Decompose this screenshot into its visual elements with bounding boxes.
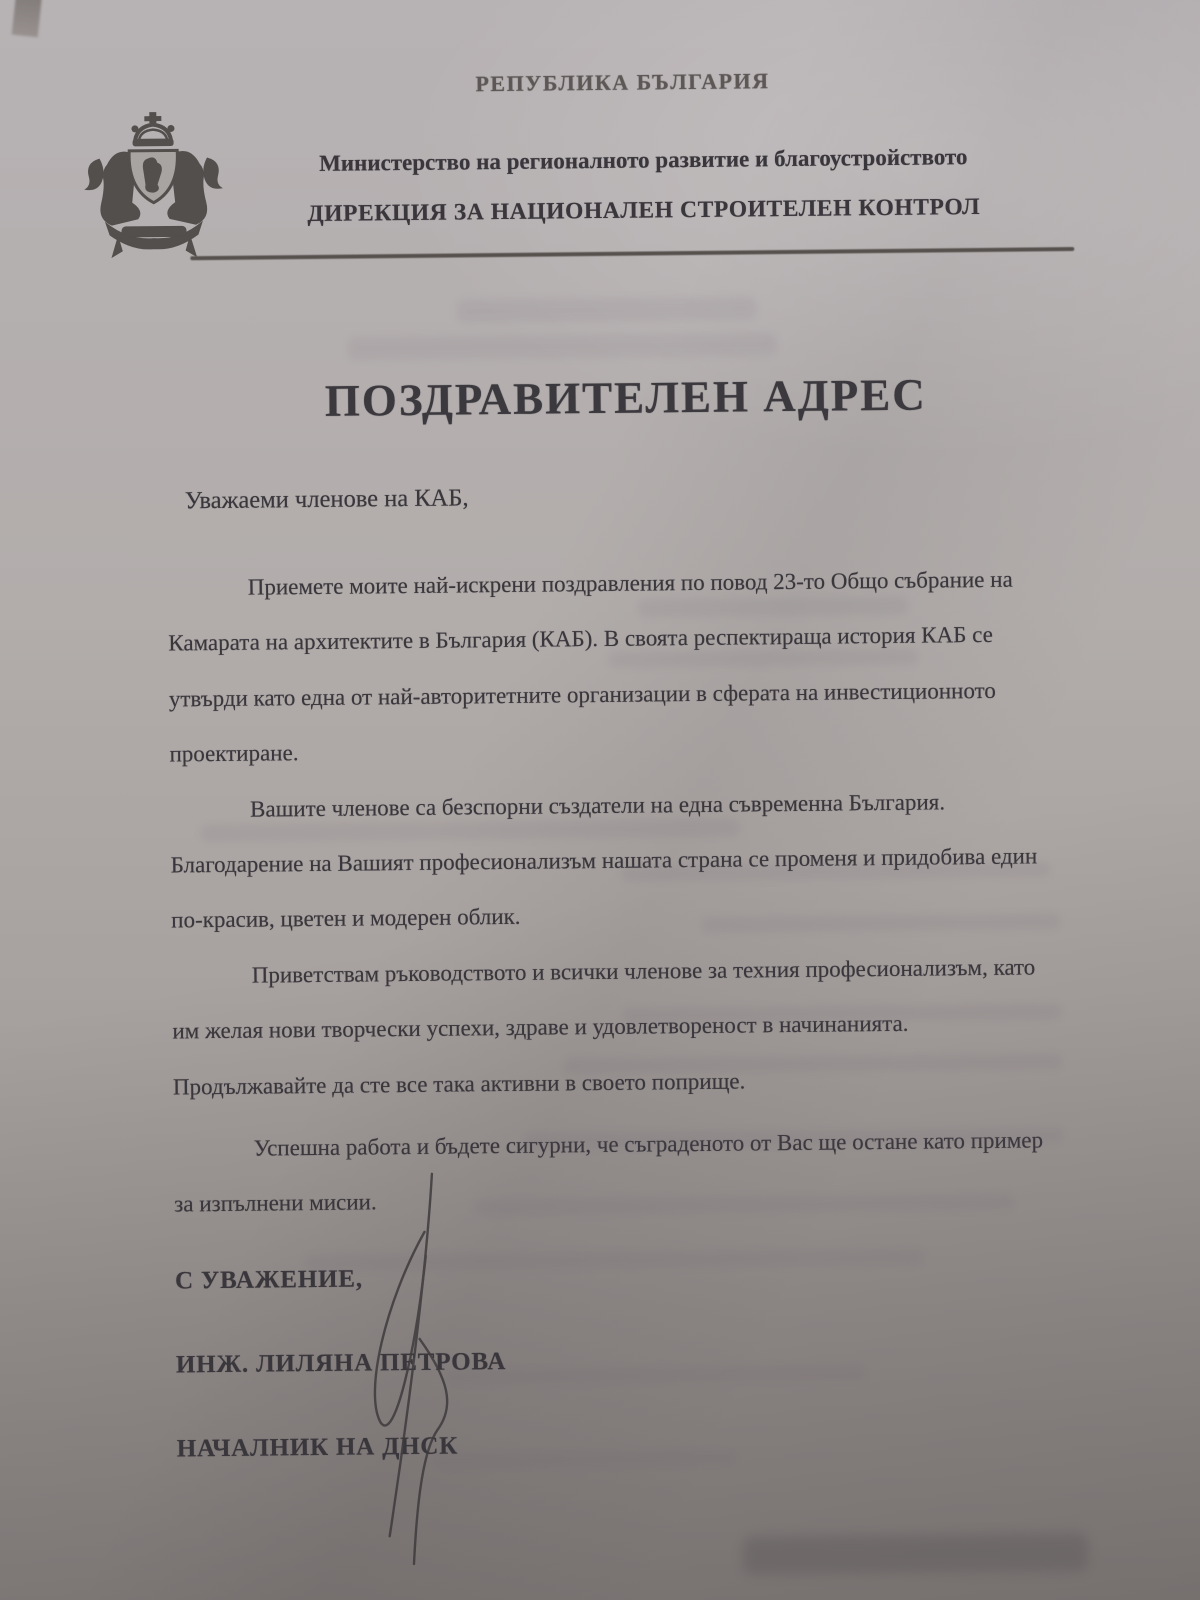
bleed-through-line xyxy=(608,649,918,668)
header-divider xyxy=(190,247,1074,260)
body-line: за изпълнени мисии. xyxy=(174,1189,377,1217)
bleed-through-text-bottom xyxy=(743,1533,1088,1575)
signer-position: НАЧАЛНИК НА ДНСК xyxy=(176,1432,459,1463)
body-line: Вашите членове са безспорни създатели на една съвременна България. xyxy=(249,788,946,822)
bleed-through-line xyxy=(446,1365,866,1384)
handwritten-signature xyxy=(334,1143,488,1575)
closing-regards: С УВАЖЕНИЕ, xyxy=(174,1265,363,1295)
body-line: утвърди като една от най-авторитетните организации в сферата на инвестиционното xyxy=(168,677,996,712)
salutation: Уважаеми членове на КАБ, xyxy=(184,484,469,515)
bleed-through-handwriting xyxy=(347,332,777,361)
header-directorate: ДИРЕКЦИЯ ЗА НАЦИОНАЛЕН СТРОИТЕЛЕН КОНТРОЛ xyxy=(307,193,981,228)
bleed-through-line xyxy=(638,597,908,618)
bulgarian-coat-of-arms-icon xyxy=(77,106,231,270)
bleed-through-handwriting xyxy=(457,296,757,323)
body-line: им желая нови творчески успехи, здраве и удовлетвореност в начинанията. xyxy=(172,1010,909,1044)
body-line: Успешна работа и бъдете сигурни, че съграденото от Вас ще остане като пример xyxy=(253,1127,1044,1161)
body-line: Продължавайте да сте все така активни в своето поприще. xyxy=(172,1068,746,1100)
body-line: Благодарение на Вашият професионализъм нашата страна се променя и придобива един xyxy=(170,843,1038,878)
signer-name: ИНЖ. ЛИЛЯНА ПЕТРОВА xyxy=(175,1348,507,1379)
document-title: ПОЗДРАВИТЕЛЕН АДРЕС xyxy=(324,369,927,426)
body-line: Приемете моите най-искрени поздравления по повод 23-то Общо събрание на xyxy=(247,566,1013,600)
body-line: Камарата на архитектите в България (КАБ). В своята респектираща история КАБ се xyxy=(168,622,993,656)
header-ministry: Министерство на регионалното развитие и благоустройството xyxy=(318,144,968,176)
body-line: проектиране. xyxy=(169,740,299,767)
body-line: Приветствам ръководството и всички членове за техния професионализъм, като xyxy=(251,954,1036,988)
body-line: по-красив, цветен и модерен облик. xyxy=(171,904,521,933)
header-republic: РЕПУБЛИКА БЪЛГАРИЯ xyxy=(475,68,770,97)
